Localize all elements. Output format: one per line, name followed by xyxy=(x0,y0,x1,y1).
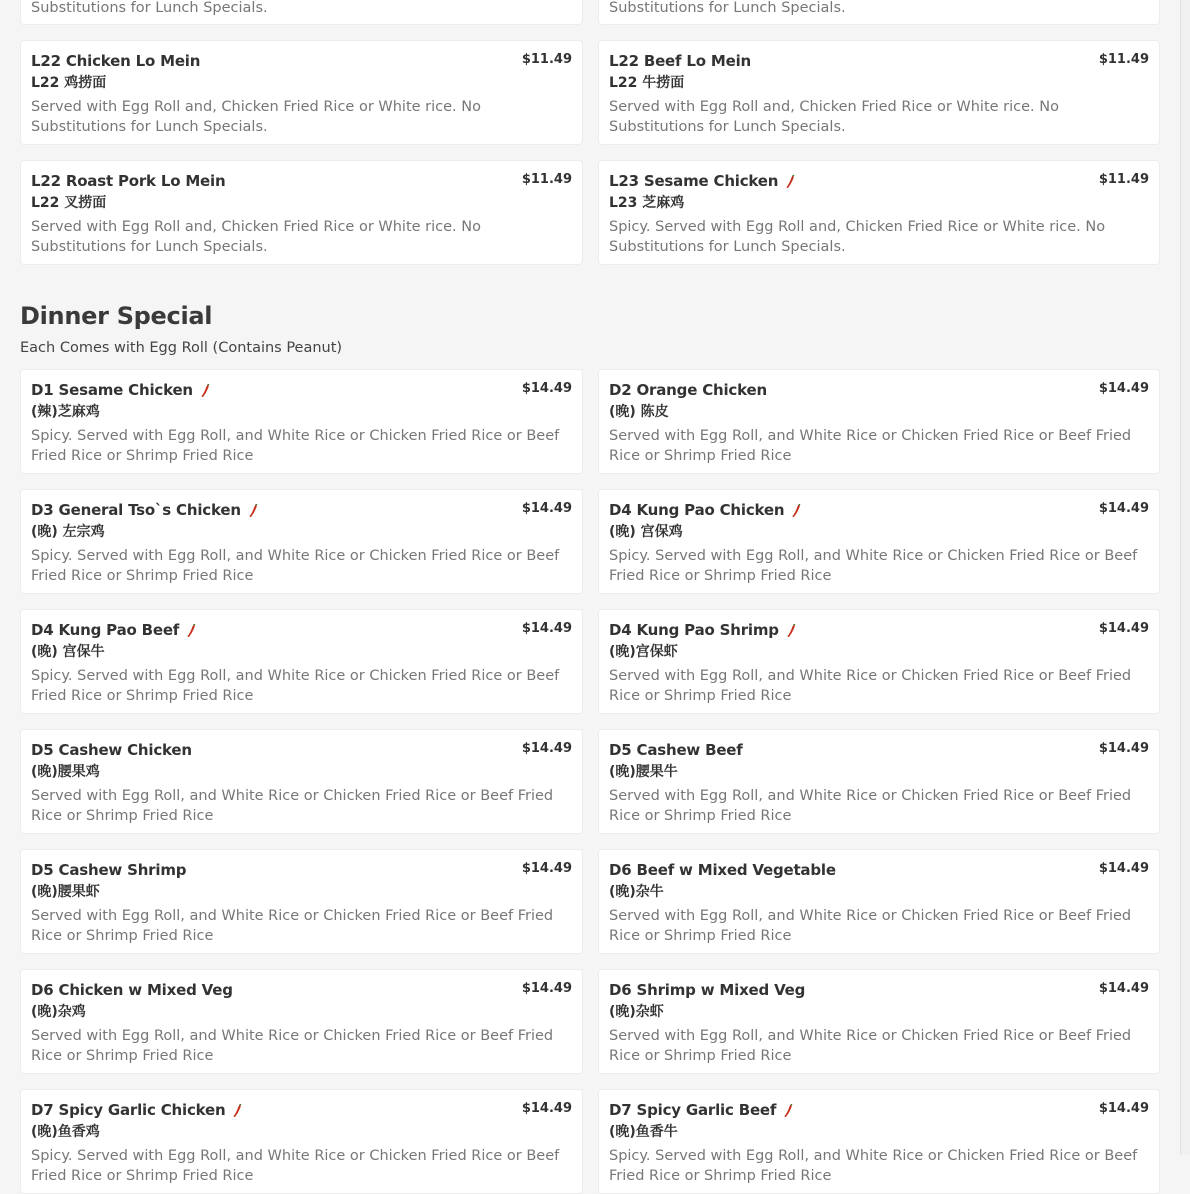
item-chinese-name: (晚) 宫保牛 xyxy=(31,644,105,660)
item-name-row xyxy=(609,172,1149,190)
item-name: D7 Spicy Garlic Beef xyxy=(609,1101,777,1119)
item-chinese-name: (晚)杂牛 xyxy=(609,884,664,900)
menu-item-card[interactable] xyxy=(20,969,583,1074)
chili-pepper-icon xyxy=(785,174,795,188)
item-price: $14.49 xyxy=(1098,621,1149,636)
menu-item-card[interactable] xyxy=(20,489,583,594)
item-price: $14.49 xyxy=(521,861,572,876)
item-name-row xyxy=(609,981,1149,999)
item-chinese-name: (晚)杂虾 xyxy=(609,1004,664,1020)
scrollbar[interactable] xyxy=(1180,0,1190,1155)
item-name-row xyxy=(31,861,572,879)
item-price: $14.49 xyxy=(1098,741,1149,756)
item-name-row xyxy=(609,741,1149,759)
item-name: D6 Beef w Mixed Vegetable xyxy=(609,861,836,879)
item-price: $14.49 xyxy=(1098,381,1149,396)
chili-pepper-icon xyxy=(783,1103,793,1117)
lunch-special-grid-visible xyxy=(20,40,1160,265)
item-name-row xyxy=(609,861,1149,879)
item-price: $14.49 xyxy=(521,1101,572,1116)
item-price: $11.49 xyxy=(1098,172,1149,187)
dinner-special-grid xyxy=(20,369,1160,1194)
item-name-row xyxy=(31,381,572,399)
item-name-row xyxy=(31,741,572,759)
item-chinese-name: (晚)鱼香鸡 xyxy=(31,1124,100,1140)
item-chinese-name: (晚)鱼香牛 xyxy=(609,1124,678,1140)
item-price: $14.49 xyxy=(1098,501,1149,516)
section-title: Dinner Special xyxy=(20,302,213,330)
item-name: D4 Kung Pao Shrimp xyxy=(609,621,779,639)
item-price: $11.49 xyxy=(521,52,572,67)
item-chinese-name: (辣)芝麻鸡 xyxy=(31,404,100,420)
chili-pepper-icon xyxy=(248,503,258,517)
item-price: $14.49 xyxy=(521,981,572,996)
menu-item-card[interactable] xyxy=(598,729,1160,834)
menu-item-card[interactable] xyxy=(20,609,583,714)
menu-item-card[interactable] xyxy=(20,849,583,954)
item-name-row xyxy=(31,981,572,999)
item-chinese-name: (晚)腰果牛 xyxy=(609,764,678,780)
item-description: Spicy. Served with Egg Roll, and White Rice or Chicken Fried Rice or Beef Fried Rice or Shrimp Fried Rice xyxy=(31,668,560,704)
item-description: Served with Egg Roll, and White Rice or Chicken Fried Rice or Beef Fried Rice or Shrimp Fried Rice xyxy=(609,668,1132,704)
item-price: $14.49 xyxy=(521,621,572,636)
item-name: D6 Chicken w Mixed Veg xyxy=(31,981,233,999)
item-description: Served with Egg Roll and, Chicken Fried Rice or White rice. No Substitutions for Lunch Specials. xyxy=(31,219,481,255)
item-description: Spicy. Served with Egg Roll, and White Rice or Chicken Fried Rice or Beef Fried Rice or Shrimp Fried Rice xyxy=(31,1148,560,1184)
item-description: Served with Egg Roll, and White Rice or Chicken Fried Rice or Beef Fried Rice or Shrimp Fried Rice xyxy=(609,428,1132,464)
item-name-row xyxy=(31,621,572,639)
chili-pepper-icon xyxy=(232,1103,242,1117)
item-name-row xyxy=(31,1101,572,1119)
item-chinese-name: (晚)宫保虾 xyxy=(609,644,678,660)
item-chinese-name: (晚)腰果虾 xyxy=(31,884,100,900)
item-name: D5 Cashew Shrimp xyxy=(31,861,187,879)
menu-item-card[interactable] xyxy=(20,729,583,834)
menu-item-card[interactable] xyxy=(20,40,583,145)
item-description: Served with Egg Roll, and White Rice or Chicken Fried Rice or Beef Fried Rice or Shrimp Fried Rice xyxy=(609,908,1132,944)
item-name-row xyxy=(609,501,1149,519)
item-name-row xyxy=(609,381,1149,399)
menu-item-card[interactable] xyxy=(598,1089,1160,1194)
item-description: Served with Egg Roll, and White Rice or Chicken Fried Rice or Beef Fried Rice or Shrimp Fried Rice xyxy=(31,1028,554,1064)
item-name-row xyxy=(31,172,572,190)
item-name-row xyxy=(31,501,572,519)
item-name: D6 Shrimp w Mixed Veg xyxy=(609,981,806,999)
menu-item-card[interactable] xyxy=(20,1089,583,1194)
item-price: $14.49 xyxy=(1098,861,1149,876)
item-name-row xyxy=(609,621,1149,639)
item-name: L22 Chicken Lo Mein xyxy=(31,52,201,70)
item-name: L23 Sesame Chicken xyxy=(609,172,779,190)
item-name: D5 Cashew Chicken xyxy=(31,741,192,759)
item-description: Spicy. Served with Egg Roll, and White Rice or Chicken Fried Rice or Beef Fried Rice or Shrimp Fried Rice xyxy=(31,548,560,584)
item-description: Served with Egg Roll, and White Rice or Chicken Fried Rice or Beef Fried Rice or Shrimp Fried Rice xyxy=(609,1028,1132,1064)
item-name: D3 General Tso`s Chicken xyxy=(31,501,241,519)
item-description: Served with Egg Roll and, Chicken Fried Rice or White rice. No Substitutions for Lunch Specials. xyxy=(31,99,481,135)
lunch-special-grid xyxy=(20,0,1160,25)
section-subtitle: Each Comes with Egg Roll (Contains Peanut) xyxy=(20,340,343,356)
item-name: D7 Spicy Garlic Chicken xyxy=(31,1101,226,1119)
item-chinese-name: L22 叉捞面 xyxy=(31,195,107,211)
item-price: $11.49 xyxy=(1098,52,1149,67)
menu-item-card[interactable] xyxy=(598,40,1160,145)
menu-item-card[interactable] xyxy=(598,609,1160,714)
item-name-row xyxy=(609,52,1149,70)
item-chinese-name: (晚)杂鸡 xyxy=(31,1004,86,1020)
item-chinese-name: (晚) 左宗鸡 xyxy=(31,524,105,540)
item-price: $14.49 xyxy=(1098,981,1149,996)
menu-item-card[interactable] xyxy=(598,849,1160,954)
menu-item-card[interactable] xyxy=(20,0,583,25)
item-description: Served with Egg Roll, and White Rice or Chicken Fried Rice or Beef Fried Rice or Shrimp Fried Rice xyxy=(609,788,1132,824)
item-chinese-name: L23 芝麻鸡 xyxy=(609,195,685,211)
item-name: D1 Sesame Chicken xyxy=(31,381,193,399)
item-chinese-name: (晚) 宫保鸡 xyxy=(609,524,683,540)
item-description: Served with Egg Roll, and White Rice or Chicken Fried Rice or Beef Fried Rice or Shrimp Fried Rice xyxy=(31,908,554,944)
item-name: D2 Orange Chicken xyxy=(609,381,767,399)
menu-item-card[interactable] xyxy=(598,0,1160,25)
item-price: $11.49 xyxy=(521,172,572,187)
item-chinese-name: (晚)腰果鸡 xyxy=(31,764,100,780)
item-price: $14.49 xyxy=(521,501,572,516)
item-price: $14.49 xyxy=(521,381,572,396)
item-description: Served with Egg Roll and, Chicken Fried Rice or White rice. No Substitutions for Lunch Specials. xyxy=(609,99,1059,135)
item-description: Spicy. Served with Egg Roll and, Chicken Fried Rice or White rice. No Substitutions for Lunch Specials. xyxy=(609,219,1106,255)
menu-item-card[interactable] xyxy=(598,369,1160,474)
item-name-row xyxy=(609,1101,1149,1119)
menu-item-card[interactable] xyxy=(598,489,1160,594)
chili-pepper-icon xyxy=(786,623,796,637)
item-chinese-name: L22 牛捞面 xyxy=(609,75,685,91)
item-name-row xyxy=(31,52,572,70)
item-name: L22 Beef Lo Mein xyxy=(609,52,751,70)
menu-item-card[interactable] xyxy=(598,969,1160,1074)
item-name: D4 Kung Pao Chicken xyxy=(609,501,785,519)
chili-pepper-icon xyxy=(186,623,196,637)
item-price: $14.49 xyxy=(1098,1101,1149,1116)
menu-item-card[interactable] xyxy=(20,160,583,265)
item-name: L22 Roast Pork Lo Mein xyxy=(31,172,226,190)
item-name: D5 Cashew Beef xyxy=(609,741,743,759)
item-description: Spicy. Served with Egg Roll, and White Rice or Chicken Fried Rice or Beef Fried Rice or Shrimp Fried Rice xyxy=(609,548,1138,584)
item-price: $14.49 xyxy=(521,741,572,756)
item-description: Substitutions for Lunch Specials. xyxy=(609,0,846,16)
item-description: Served with Egg Roll, and White Rice or Chicken Fried Rice or Beef Fried Rice or Shrimp Fried Rice xyxy=(31,788,554,824)
item-name: D4 Kung Pao Beef xyxy=(31,621,180,639)
item-description: Substitutions for Lunch Specials. xyxy=(31,0,268,16)
chili-pepper-icon xyxy=(200,383,210,397)
item-description: Spicy. Served with Egg Roll, and White Rice or Chicken Fried Rice or Beef Fried Rice or Shrimp Fried Rice xyxy=(31,428,560,464)
item-chinese-name: L22 鸡捞面 xyxy=(31,75,107,91)
chili-pepper-icon xyxy=(791,503,801,517)
menu-item-card[interactable] xyxy=(20,369,583,474)
item-description: Spicy. Served with Egg Roll, and White Rice or Chicken Fried Rice or Beef Fried Rice or Shrimp Fried Rice xyxy=(609,1148,1138,1184)
item-chinese-name: (晚) 陈皮 xyxy=(609,404,669,420)
menu-item-card[interactable] xyxy=(598,160,1160,265)
